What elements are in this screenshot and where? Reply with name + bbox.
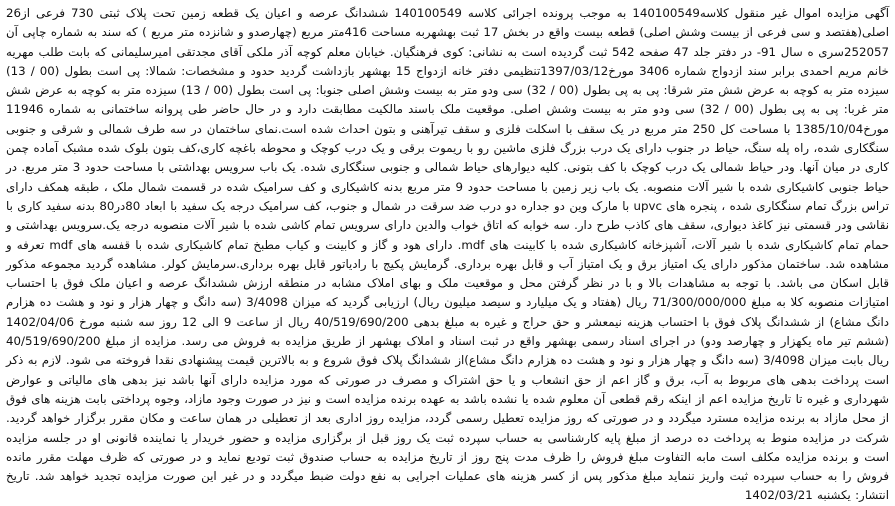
auction-notice-text: آگهی مزایده اموال غیر منقول کلاسه140100549 به موجب پرونده اجرائی کلاسه 140100549 ششدانگ عرصه و اعیان یک قطعه زمین تحت پلاک ثبتی 730 فرعی از26 اصلی(هفتصد و سی فرعی از بیست وشش اصلی) قطعه بیست واقع در بخش 17 ثبت بهشهربه مساحت 416متر مربع (چهارصدو و شانزده متر مربع ) که سند به شماره چاپی آن 252057سری ه سال 91- در دفتر جلد 47 صفحه 542 ثبت گردیده است به نشانی: کوی فرهنگیان. خیابان معلم کوچه آذر ملکی آقای مجدتقی امیرسلیمانی که بابت طلب مهریه خانم مریم احمدی برابر سند ازدواج شماره 3406 مورخ1397/03/12تنظیمی دفتر خانه ازدواج 15 بهشهر بازداشت گردید حدود و مشخصات: شمالا: پی است بطول (00 / 13) سیزده متر به کوچه به عرض شش متر شرقا: پی به پی بطول (00 / 32) سی ودو متر به بیست وشش اصلی جنوبا: پی است بطول (00 / 13) سیزده متر به کوچه به عرض شش متر غربا: پی به پی بطول (00 / 32) سی ودو متر به بیست وشش اصلی. موقعیت ملک باسند مالکیت مطابقت دارد و در حال حاضر طی پروانه ساختمانی به شماره 11946 مورخ1385/10/04 با مساحت کل 250 متر مربع در یک سقف با اسکلت فلزی و سقف تیرآهنی و بتون احداث شده است.نمای ساختمان در سه طرف شمالی و شرقی و جنوبی سنگکاری شده، راه پله سنگ، حیاط در جنوب دارای یک درب بزرگ فلزی ماشین رو با ریموت برقی و یک درب کوچک و محوطه باغچه کاری،کف بتون بلوک شده مشبک آماده چمن کاری در میان آنها. ودر حیاط شمالی یک درب کوچک با کف بتونی. کلیه دیوارهای حیاط شمالی و جنوبی سنگکاری شده. یک باب سرویس بهداشتی با مساحت حدود 3 متر مربع. در حیاط جنوبی کاشیکاری شده با شیر آلات منصوبه. یک باب زیر زمین با مساحت حدود 9 متر مربع بدنه کاشیکاری و کف سرامیک شده در قسمت شمال ملک ، طبقه همکف دارای تراس بزرگ تمام سنگکاری شده ، پنجره های upvc با مارک وین دو جداره دو درب ضد سرقت در شمال و جنوب، کف سرامیک درجه یک سفید با ابعاد 80در80 بدنه سفید کاری با نقاشی ودر قسمتی نیز کاغذ دیواری، سقف های کاذب طرح دار. سه خوابه که اتاق خواب والدین دارای سرویس تمام کاشی شده با شیر آلات منصوبه درجه یک.سرویس بهداشتی و حمام تمام کاشیکاری شده با شیر آلات، آشپزخانه کاشیکاری شده با کابینت های mdf. دارای هود و گاز و کابینت و کیاب مطبخ تمام کاشیکاری شده با قفسه های mdf تعرفه و مشاهده شد. ساختمان مذکور دارای یک امتیاز برق و یک امتیاز آب و قابل بهره برداری. گرمایش پکیج با رادیاتور قابل بهره برداری.سرمایش کولر. مشاهده گردید مجموعه مذکور قابل اسکان می باشد. با توجه به مشاهدات بالا و با در نظر گرفتن محل و موقعیت ملک و بهای املاک مشابه در منطقه ارزش ششدانگ عرصه و اعیان ملک فوق با احتساب امتیازات منصوبه کلا به مبلغ 71/300/000/000 ریال (هفتاد و یک میلیارد و سیصد میلیون ریال) ارزیابی گردید که میزان 3/4098 (سه دانگ و چهار هزار و نود و هشت ده هزارم دانگ مشاع) از ششدانگ پلاک فوق با احتساب هزینه نیمعشر و حق حراج و غیره به مبلغ بدهی 40/519/690/200 ریال از ساعت 9 الی 12 روز سه شنبه مورخ 1402/04/06 (ششم تیر ماه یکهزار و چهارصد ودو) در اجرای اسناد رسمی بهشهر واقع در ثبت اسناد و املاک بهشهر از طریق مزایده به فروش می رسد. مزایده از مبلغ 40/519/690/200 ریال بابت میزان 3/4098 (سه دانگ و چهار هزار و نود و هشت ده هزارم دانگ مشاع)از ششدانگ پلاک فوق شروع و به بالاترین قیمت پیشنهادی نقدا فروخته می شود. لازم به ذکر است پرداخت بدهی های مربوط به آب، برق و گاز اعم از حق انشعاب و یا حق اشتراک و مصرف در صورتی که مورد مزایده دارای آنها باشد نیز بدهی های مالیاتی و عوارض شهرداری و غیره تا تاریخ مزایده اعم از اینکه رقم قطعی آن معلوم شده یا نشده باشد به عهده برنده مزایده است و نیز در صورت وجود مازاد، وجوه پرداختی بابت هزینه های فوق از محل مازاد به برنده مزایده مسترد میگردد و در صورتی که روز مزایده تعطیل رسمی گردد، مزایده روز اداری بعد از تعطیلی در همان ساعت و مکان مقرر برگزار خواهد گردید. شرکت در مزایده منوط به پرداخت ده درصد از مبلغ پایه کارشناسی به حساب سپرده ثبت یک روز قبل از برگزاری مزایده و حضور خریدار یا نماینده قانونی او در جلسه مزایده است و برنده مزایده مکلف است مابه التفاوت مبلغ فروش را ظرف مدت پنج روز از تاریخ مزایده به حساب صندوق ثبت تودیع نماید و در صورتی که ظرف مهلت مقرر مانده فروش را به حساب سپرده ثبت واریز ننماید مبلغ مذکور پس از کسر هزینه های عملیات اجرایی به نفع دولت ضبط میگردد و در غیر این صورت مزایده تجدید خواهد شد. تاریخ انتشار: یکشنبه 1402/03/21 (6, 6, 890, 503)
